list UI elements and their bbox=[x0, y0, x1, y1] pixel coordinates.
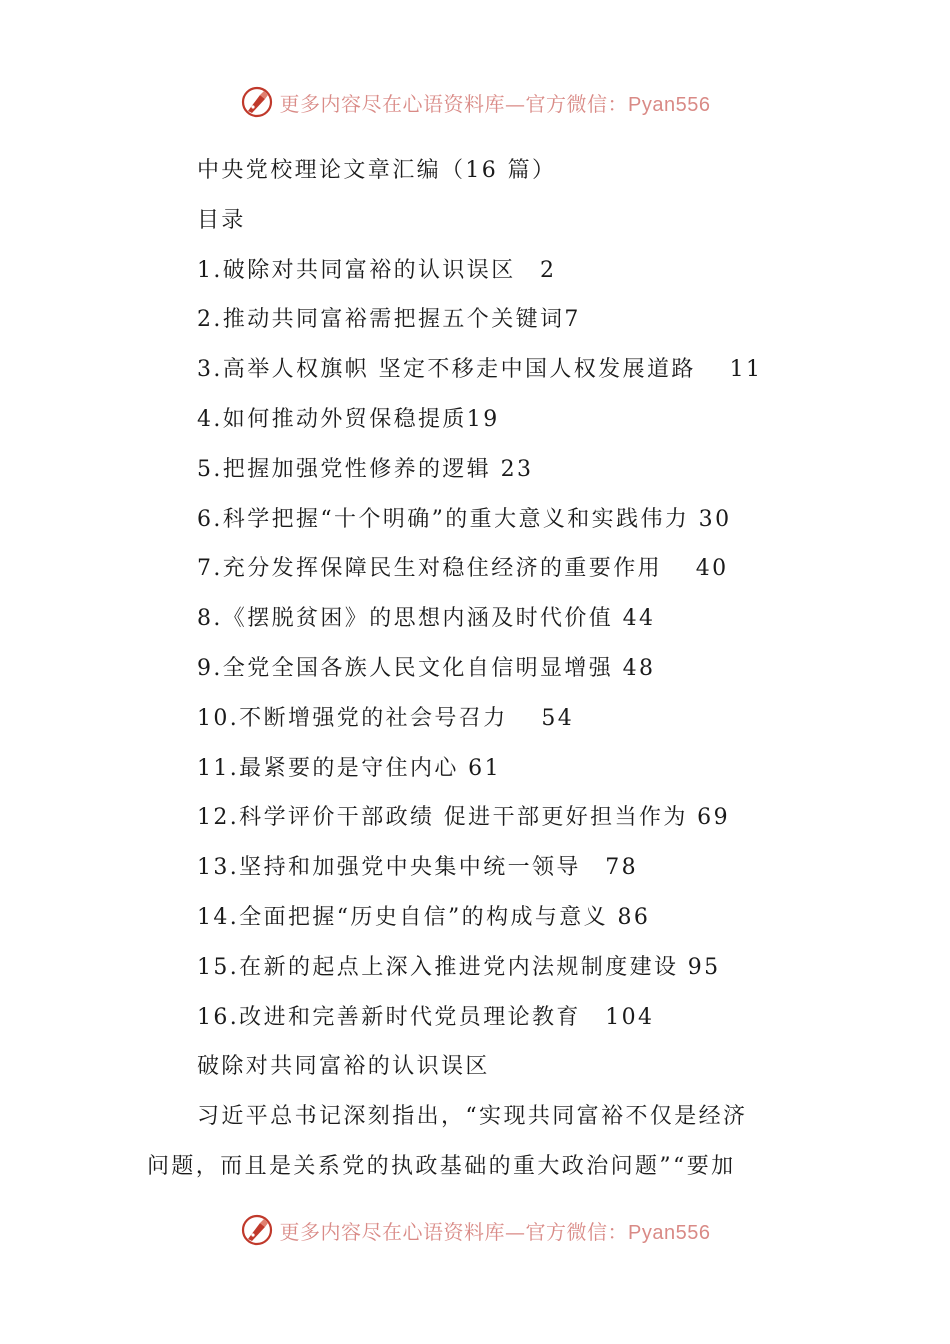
paragraph-line: 习近平总书记深刻指出，“实现共同富裕不仅是经济 bbox=[197, 1104, 748, 1130]
toc-item: 8.《摆脱贫困》的思想内涵及时代价值 44 bbox=[197, 606, 656, 632]
pen-nib-logo-icon bbox=[240, 1213, 274, 1247]
toc-item: 12.科学评价干部政绩 促进干部更好担当作为 69 bbox=[197, 805, 730, 831]
footer-banner bbox=[0, 1210, 950, 1250]
wechat-id: Pyan556 bbox=[628, 1221, 711, 1244]
toc-item: 6.科学把握“十个明确”的重大意义和实践伟力 30 bbox=[197, 506, 732, 532]
toc-item: 14.全面把握“历史自信”的构成与意义 86 bbox=[197, 904, 651, 930]
toc-item: 10.不断增强党的社会号召力 54 bbox=[197, 705, 575, 731]
header-banner bbox=[0, 82, 950, 122]
toc-item: 3.高举人权旗帜 坚定不移走中国人权发展道路 11 bbox=[197, 357, 763, 383]
document-body bbox=[0, 146, 950, 1192]
toc-item: 15.在新的起点上深入推进党内法规制度建设 95 bbox=[197, 954, 721, 980]
document-title: 中央党校理论文章汇编（16 篇） bbox=[197, 158, 557, 183]
toc-item: 9.全党全国各族人民文化自信明显增强 48 bbox=[197, 655, 656, 681]
wechat-id: Pyan556 bbox=[628, 93, 711, 116]
toc-item: 2.推动共同富裕需把握五个关键词7 bbox=[197, 307, 581, 333]
toc-item: 1.破除对共同富裕的认识误区 2 bbox=[197, 257, 557, 283]
paragraph-line: 问题，而且是关系党的执政基础的重大政治问题”“要加 bbox=[147, 1153, 736, 1179]
toc-item: 7.充分发挥保障民生对稳住经济的重要作用 40 bbox=[197, 556, 729, 582]
toc-item: 16.改进和完善新时代党员理论教育 104 bbox=[197, 1004, 655, 1030]
toc-item: 4.如何推动外贸保稳提质19 bbox=[197, 406, 500, 432]
toc-item: 13.坚持和加强党中央集中统一领导 78 bbox=[197, 855, 638, 881]
pen-nib-logo-icon bbox=[240, 85, 274, 119]
toc-heading: 目录 bbox=[197, 207, 246, 233]
banner-text: 更多内容尽在心语资料库—官方微信：Pyan556 bbox=[279, 1219, 711, 1244]
toc-item: 11.最紧要的是守住内心 61 bbox=[197, 755, 501, 781]
toc-item: 5.把握加强党性修养的逻辑 23 bbox=[197, 456, 534, 482]
banner-text: 更多内容尽在心语资料库—官方微信：Pyan556 bbox=[279, 91, 711, 116]
section-title: 破除对共同富裕的认识误区 bbox=[197, 1054, 490, 1080]
